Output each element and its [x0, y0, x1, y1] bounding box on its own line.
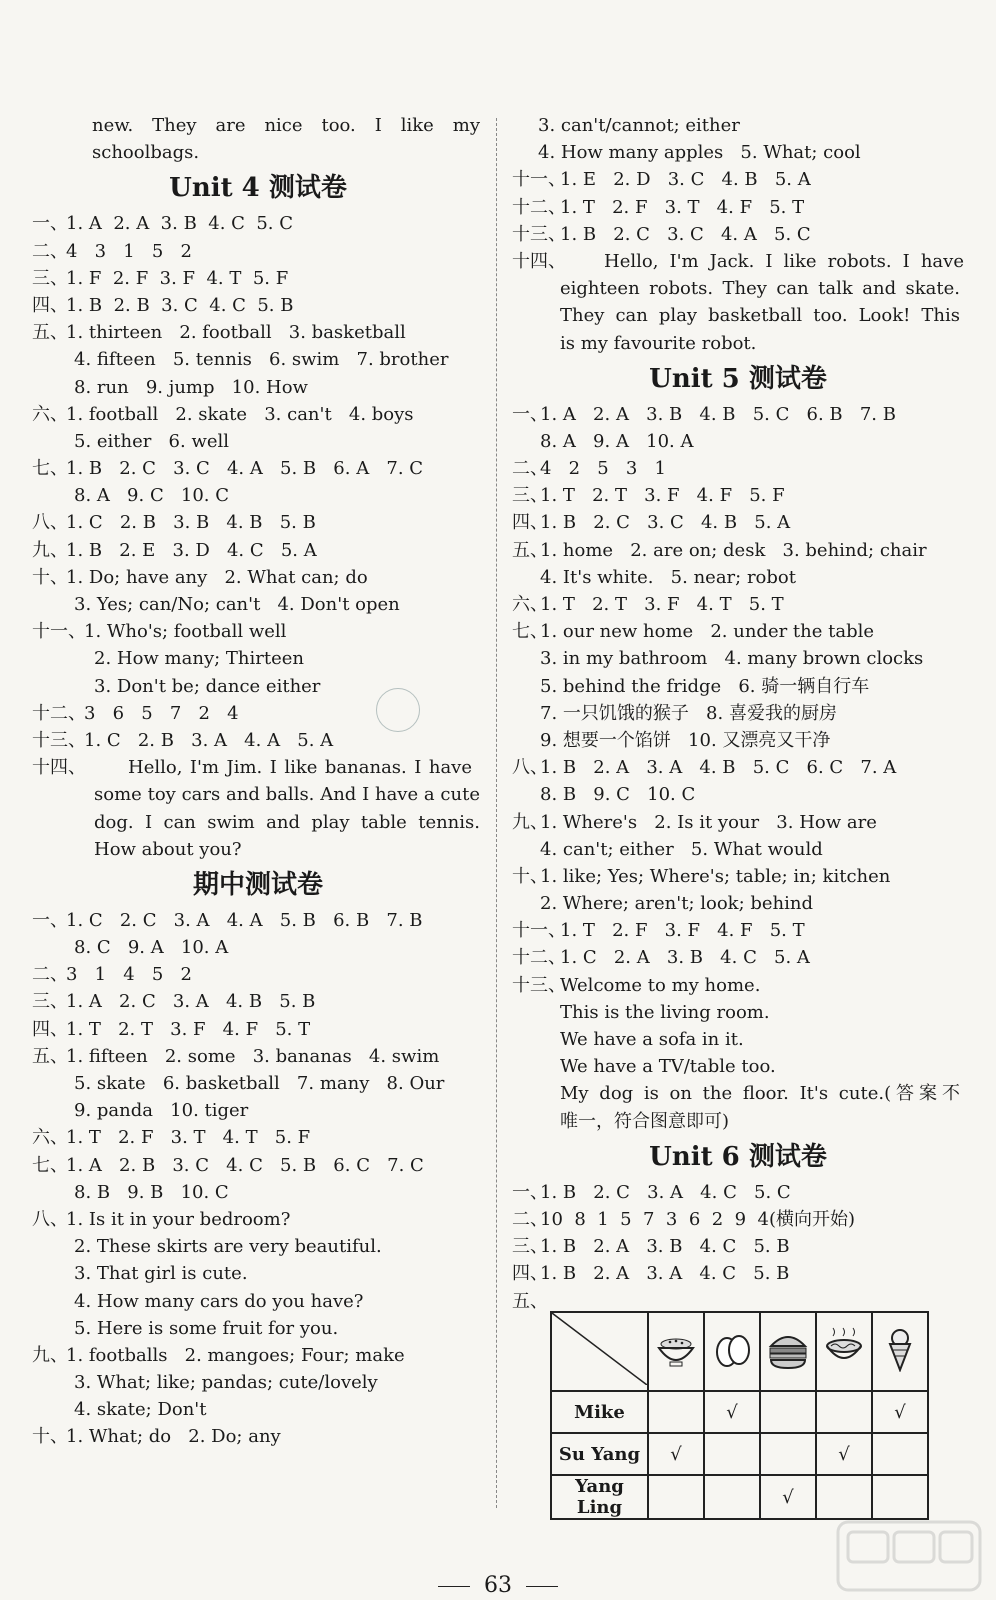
answer-text: 1. C 2. B 3. B 4. B 5. B [66, 512, 316, 534]
answer-line [32, 292, 484, 319]
answer-line [512, 275, 964, 302]
check-mark: √ [704, 1391, 760, 1433]
check-mark: √ [816, 1433, 872, 1475]
answer-line [32, 265, 484, 292]
question-number: 八、 [512, 757, 548, 779]
answer-line [32, 754, 484, 781]
answer-line [512, 166, 964, 193]
answer-text: This is the living room. [560, 1001, 770, 1023]
answer-text: 3. What; like; pandas; cute/lovely [74, 1372, 378, 1394]
question-number: 十二、 [512, 947, 566, 969]
rice-bowl-icon [648, 1312, 704, 1391]
right-column [512, 112, 964, 1315]
answer-text: 1. football 2. skate 3. can't 4. boys [66, 403, 414, 425]
answer-line [32, 537, 484, 564]
answer-line [512, 1233, 964, 1260]
answer-line [32, 374, 484, 401]
answer-line [512, 1053, 964, 1080]
answer-text: new. They are nice too. I like my [92, 115, 480, 136]
table-row [551, 1391, 928, 1433]
answer-line [512, 194, 964, 221]
answer-text: We have a TV/table too. [560, 1056, 776, 1078]
answer-line [32, 564, 484, 591]
answer-text: 3. in my bathroom 4. many brown clocks [540, 648, 924, 670]
question-number: 一、 [32, 909, 68, 931]
answer-line [512, 944, 964, 971]
question-number: 十三、 [32, 729, 86, 751]
answer-text: 5. Here is some fruit for you. [74, 1317, 339, 1339]
seal-stamp [376, 688, 420, 732]
answer-line [32, 509, 484, 536]
answer-line [512, 302, 964, 329]
answer-text: 1. our new home 2. under the table [540, 621, 875, 643]
answer-text: 4. How many cars do you have? [74, 1290, 364, 1312]
answer-line [32, 1070, 484, 1097]
answer-line [512, 727, 964, 754]
answer-text: 9. 想要一个馅饼 10. 又漂亮又干净 [540, 729, 831, 751]
answer-text: 1. C 2. C 3. A 4. A 5. B 6. B 7. B [66, 909, 423, 931]
answer-line [32, 401, 484, 428]
check-mark [760, 1433, 816, 1475]
answer-text: 5. either 6. well [74, 430, 230, 452]
answer-text: 1. B 2. A 3. A 4. B 5. C 6. C 7. A [540, 757, 897, 779]
question-number: 四、 [32, 1018, 68, 1040]
answer-line [512, 673, 964, 700]
question-number: 七、 [512, 621, 548, 643]
answer-text: 1. T 2. F 3. T 4. F 5. T [560, 196, 805, 218]
answer-line [32, 673, 484, 700]
answer-line [512, 1108, 964, 1135]
answer-line [512, 1179, 964, 1206]
answer-line [32, 1097, 484, 1124]
answer-line [32, 645, 484, 672]
row-name: Su Yang [551, 1433, 648, 1475]
answer-line [512, 401, 964, 428]
answer-line [32, 346, 484, 373]
answer-line [32, 1233, 484, 1260]
answer-line [512, 754, 964, 781]
answer-line [512, 482, 964, 509]
answer-text: 1. B 2. C 3. C 4. B 5. A [540, 512, 791, 534]
answer-text: How about you? [94, 838, 242, 860]
answer-text: 2. How many; Thirteen [94, 648, 304, 670]
answer-text: 1. B 2. C 3. C 4. A 5. C [560, 223, 811, 245]
check-mark [816, 1391, 872, 1433]
answer-text: 4. can't; either 5. What would [540, 838, 823, 860]
question-number: 二、 [512, 458, 548, 480]
answer-line [32, 1288, 484, 1315]
answer-text: 8. A 9. C 10. C [74, 485, 230, 507]
question-number: 五、 [512, 1290, 548, 1312]
answer-line [32, 112, 484, 139]
check-mark [648, 1475, 704, 1519]
answer-line [32, 727, 484, 754]
answer-text: 4 2 5 3 1 [540, 458, 666, 480]
answer-text: 4. fifteen 5. tennis 6. swim 7. brother [74, 349, 449, 371]
question-number: 四、 [512, 512, 548, 534]
check-mark [872, 1433, 928, 1475]
answer-text: 3. can't/cannot; either [538, 115, 740, 136]
answer-text: 1. B 2. C 3. C 4. A 5. B 6. A 7. C [66, 458, 424, 480]
diagonal-line [552, 1313, 647, 1385]
answer-text: 1. F 2. F 3. F 4. T 5. F [66, 267, 289, 289]
answer-line [32, 1315, 484, 1342]
food-preference-table [550, 1311, 929, 1520]
check-mark [816, 1475, 872, 1519]
answer-text: 1. T 2. F 3. F 4. F 5. T [560, 920, 805, 942]
answer-text: dog. I can swim and play table tennis. [94, 811, 480, 833]
answer-line [32, 961, 484, 988]
answer-text: 1. C 2. B 3. A 4. A 5. A [84, 729, 334, 751]
table-row [551, 1475, 928, 1519]
answer-text: 3. Don't be; dance either [94, 675, 321, 697]
answer-text: 4. It's white. 5. near; robot [540, 566, 796, 588]
answer-text: 4 3 1 5 2 [66, 240, 192, 262]
answer-text: 1. thirteen 2. football 3. basketball [66, 322, 406, 344]
question-number: 六、 [32, 1127, 68, 1149]
answer-text: 10 8 1 5 7 3 6 2 9 4(横向开始) [540, 1208, 856, 1230]
answer-text: some toy cars and balls. And I have a cute [94, 784, 480, 806]
answer-line [512, 455, 964, 482]
answer-text: 5. skate 6. basketball 7. many 8. Our [74, 1073, 445, 1094]
answer-text: 3. That girl is cute. [74, 1263, 248, 1285]
answer-text: Hello, I'm Jack. I like robots. I have [604, 250, 964, 272]
answer-text: 1. T 2. T 3. F 4. F 5. F [540, 485, 785, 507]
question-number: 五、 [32, 1045, 68, 1067]
answer-line [32, 1179, 484, 1206]
answer-text: 4. skate; Don't [74, 1399, 207, 1421]
answer-text: 1. like; Yes; Where's; table; in; kitchen [540, 865, 891, 887]
section-heading: Unit 6 测试卷 [649, 1141, 827, 1172]
question-number: 十一、 [32, 621, 86, 643]
answer-line [512, 564, 964, 591]
question-number: 七、 [32, 1154, 68, 1176]
answer-text: Welcome to my home. [560, 974, 761, 996]
answer-line [32, 934, 484, 961]
answer-text: 1. T 2. T 3. F 4. F 5. T [66, 1018, 311, 1040]
answer-line [32, 591, 484, 618]
answer-line [512, 221, 964, 248]
answer-text: 1. B 2. B 3. C 4. C 5. B [66, 294, 294, 316]
answer-text: 1. Who's; football well [84, 621, 287, 643]
answer-line [512, 112, 964, 139]
check-mark [704, 1433, 760, 1475]
answer-text: 3 6 5 7 2 4 [84, 702, 239, 724]
table-row [551, 1433, 928, 1475]
answer-text: 1. B 2. E 3. D 4. C 5. A [66, 539, 317, 561]
question-number: 十四、 [32, 757, 86, 779]
question-number: 十四、 [512, 250, 566, 272]
answer-line [512, 1260, 964, 1287]
answer-line [512, 509, 964, 536]
answer-text: 8. C 9. A 10. A [74, 937, 229, 959]
answer-line [32, 1124, 484, 1151]
ice-cream-icon [872, 1312, 928, 1391]
answer-text: schoolbags. [92, 142, 200, 164]
answer-text: eighteen robots. They can talk and skate. [560, 278, 960, 300]
answer-text: My dog is on the floor. It's cute.(答案不 [560, 1083, 960, 1105]
answer-line [32, 988, 484, 1015]
answer-text: 8. B 9. C 10. C [540, 784, 696, 806]
answer-text: 1. B 2. A 3. B 4. C 5. B [540, 1236, 790, 1258]
answer-line [512, 618, 964, 645]
answer-line [32, 139, 484, 166]
answer-line [32, 809, 484, 836]
answer-text: 1. A 2. A 3. B 4. B 5. C 6. B 7. B [540, 403, 896, 425]
answer-line [32, 455, 484, 482]
check-mark: √ [872, 1391, 928, 1433]
answer-line [512, 809, 964, 836]
answer-line [512, 1206, 964, 1233]
section-heading: Unit 4 测试卷 [169, 173, 347, 204]
answer-text: 1. Is it in your bedroom? [66, 1208, 291, 1230]
answer-line [512, 537, 964, 564]
question-number: 一、 [512, 1181, 548, 1203]
question-number: 五、 [32, 322, 68, 344]
question-number: 三、 [512, 1236, 548, 1258]
hamburger-icon [760, 1312, 816, 1391]
check-mark: √ [648, 1433, 704, 1475]
answer-text: 1. C 2. A 3. B 4. C 5. A [560, 947, 810, 969]
question-number: 四、 [512, 1263, 548, 1285]
question-number: 三、 [32, 267, 68, 289]
answer-line [512, 917, 964, 944]
answer-text: 5. behind the fridge 6. 骑一辆自行车 [540, 675, 870, 697]
page-number [0, 1573, 996, 1598]
answer-line [32, 1206, 484, 1233]
question-number: 三、 [512, 485, 548, 507]
answer-line [512, 330, 964, 357]
check-mark: √ [760, 1475, 816, 1519]
question-number: 十一、 [512, 920, 566, 942]
answer-line [32, 1016, 484, 1043]
left-column [32, 112, 484, 1451]
answer-line [512, 890, 964, 917]
check-mark [648, 1391, 704, 1433]
diagonal-header-cell [551, 1312, 648, 1391]
question-number: 十二、 [32, 702, 86, 724]
section-heading: Unit 5 测试卷 [649, 363, 827, 394]
question-number: 三、 [32, 991, 68, 1013]
answer-line [32, 618, 484, 645]
answer-text: 9. panda 10. tiger [74, 1100, 249, 1122]
answer-text: 8. B 9. B 10. C [74, 1181, 229, 1203]
eggs-icon [704, 1312, 760, 1391]
question-number: 五、 [512, 539, 548, 561]
answer-text: 3. Yes; can/No; can't 4. Don't open [74, 594, 400, 615]
answer-text: is my favourite robot. [560, 332, 757, 354]
question-number: 一、 [512, 403, 548, 425]
question-number: 九、 [512, 811, 548, 833]
check-mark [872, 1475, 928, 1519]
question-number: 二、 [32, 240, 68, 262]
answer-text: 3 1 4 5 2 [66, 964, 192, 986]
check-mark [704, 1475, 760, 1519]
question-number: 一、 [32, 213, 68, 235]
question-number: 十二、 [512, 196, 566, 218]
answer-line [512, 139, 964, 166]
answer-line [32, 1342, 484, 1369]
answer-text: 8. run 9. jump 10. How [74, 376, 308, 398]
question-number: 七、 [32, 458, 68, 480]
answer-line [512, 972, 964, 999]
answer-text: 2. These skirts are very beautiful. [74, 1236, 382, 1258]
answer-text: 1. footballs 2. mangoes; Four; make [66, 1344, 405, 1366]
answer-text: 7. 一只饥饿的猴子 8. 喜爱我的厨房 [540, 702, 837, 724]
answer-line [512, 248, 964, 275]
question-number: 十三、 [512, 974, 566, 996]
answer-line [32, 482, 484, 509]
answer-line [32, 1396, 484, 1423]
question-number: 九、 [32, 1344, 68, 1366]
answer-line [32, 907, 484, 934]
answer-line [32, 238, 484, 265]
question-number: 六、 [32, 403, 68, 425]
answer-line [32, 319, 484, 346]
question-number: 二、 [32, 964, 68, 986]
row-name: Mike [551, 1391, 648, 1433]
answer-line [32, 1423, 484, 1450]
question-number: 四、 [32, 294, 68, 316]
answer-line [32, 781, 484, 808]
question-number: 九、 [32, 539, 68, 561]
answer-line [32, 1369, 484, 1396]
answer-line [512, 645, 964, 672]
answer-text: 1. A 2. A 3. B 4. C 5. C [66, 213, 294, 235]
answer-text: We have a sofa in it. [560, 1029, 744, 1050]
check-mark [760, 1391, 816, 1433]
noodles-icon [816, 1312, 872, 1391]
question-number: 八、 [32, 1208, 68, 1230]
answer-text: 1. B 2. C 3. A 4. C 5. C [540, 1181, 791, 1203]
answer-line [512, 1080, 964, 1107]
page-number-text: 63 [484, 1573, 512, 1598]
answer-line [32, 210, 484, 237]
answer-line [32, 836, 484, 863]
answer-text: 8. A 9. A 10. A [540, 430, 694, 452]
question-number: 十一、 [512, 169, 566, 191]
question-number: 八、 [32, 512, 68, 534]
question-number: 十三、 [512, 223, 566, 245]
answer-line [512, 781, 964, 808]
answer-text: 1. home 2. are on; desk 3. behind; chair [540, 539, 927, 561]
question-number: 十、 [512, 865, 548, 887]
answer-line [512, 1026, 964, 1053]
answer-text: 1. Do; have any 2. What can; do [66, 566, 368, 588]
answer-text: Hello, I'm Jim. I like bananas. I have [128, 757, 472, 779]
answer-text: 1. A 2. B 3. C 4. C 5. B 6. C 7. C [66, 1154, 424, 1176]
answer-line [32, 1260, 484, 1287]
answer-text: 1. T 2. T 3. F 4. T 5. T [540, 594, 784, 615]
answer-text: 1. What; do 2. Do; any [66, 1426, 281, 1448]
question-number: 二、 [512, 1208, 548, 1230]
answer-text: 2. Where; aren't; look; behind [540, 893, 813, 915]
answer-line [512, 863, 964, 890]
answer-text: 1. T 2. F 3. T 4. T 5. F [66, 1127, 311, 1149]
answer-text: 1. fifteen 2. some 3. bananas 4. swim [66, 1045, 440, 1067]
row-name: Yang Ling [551, 1475, 648, 1519]
answer-text: 1. E 2. D 3. C 4. B 5. A [560, 169, 811, 191]
answer-text: 唯一，符合图意即可) [560, 1110, 730, 1132]
answer-text: 4. How many apples 5. What; cool [538, 142, 861, 164]
question-number: 十、 [32, 1426, 68, 1448]
answer-text: 1. A 2. C 3. A 4. B 5. B [66, 991, 316, 1013]
answer-line [512, 428, 964, 455]
answer-text: They can play basketball too. Look! This [560, 305, 960, 327]
answer-line [512, 591, 964, 618]
answer-line [32, 1043, 484, 1070]
answer-line [512, 999, 964, 1026]
question-number: 六、 [512, 594, 548, 615]
answer-line [512, 836, 964, 863]
question-number: 十、 [32, 566, 68, 588]
answer-text: 1. B 2. A 3. A 4. C 5. B [540, 1263, 790, 1285]
answer-text: 1. Where's 2. Is it your 3. How are [540, 811, 877, 833]
answer-line [512, 700, 964, 727]
answer-line [32, 428, 484, 455]
answer-line [32, 1152, 484, 1179]
column-divider [496, 118, 497, 1508]
section-heading: 期中测试卷 [192, 869, 323, 900]
